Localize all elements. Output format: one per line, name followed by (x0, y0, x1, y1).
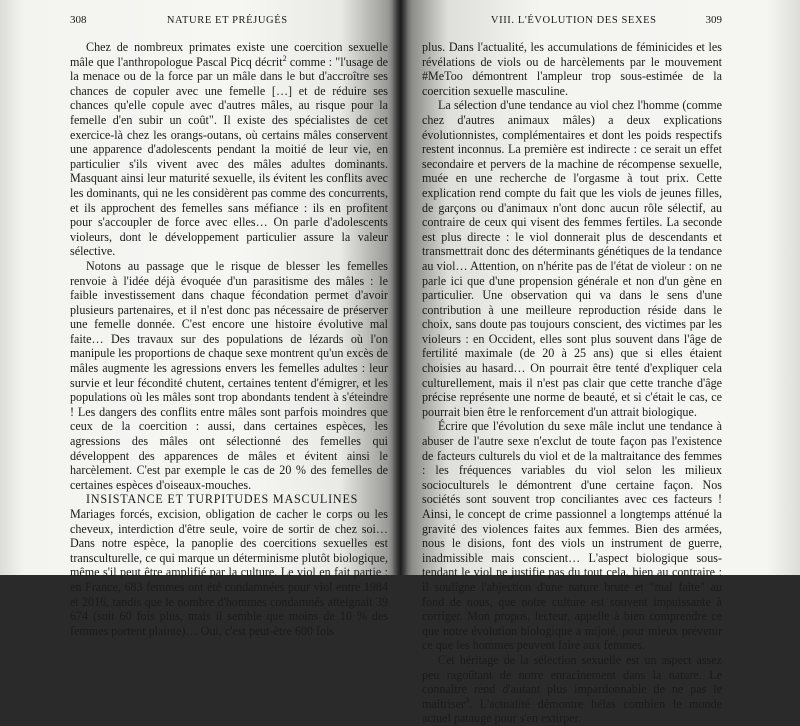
paragraph-text: Chez de nombreux primates existe une coercition sexuelle mâle que l'anthropologue Pascal Picq décrit (70, 40, 388, 69)
page-number-right: 309 (705, 14, 722, 26)
paragraph: La sélection d'une tendance au viol chez l'homme (comme chez d'autres animaux mâles) a deux explications évolutionnistes, complémentaires et dont les poids respectifs restent inconnus. La première est indirecte : ce serait un effet secondaire et pervers de la machine de récompense sexuelle, muée en une recherche de l'orgasme à tout prix. Cette explication rend compte du fait que les viols de jeunes filles, de garçons ou d'animaux n'ont donc aucun rôle sélectif, au contraire de ceux qui visent des femmes fertiles. La seconde est plus directe : le viol donnerait plus de descendants et transmettrait donc des déterminants génétiques de la tendance au viol… Attention, on n'hérite pas de l'état de violeur : on ne parle ici que d'une propension générale et non d'un gène en particulier. Une observation qui va dans le sens d'une contribution à une meilleure reproduction réside dans le choix, sans doute pas toujours conscient, des victimes par les violeurs : en Occident, elles sont plus souvent dans l'âge de fertilité maximale (de 20 à 25 ans) que si elles étaient choisies au hasard… On pourrait être tenté d'expliquer cela culturellement, mais il n'est pas clair que cette tranche d'âge précise représente une norme de beauté, et si c'était le cas, ce pourrait bien être le renforcement d'un attrait biologique. (422, 98, 722, 419)
paragraph: Notons au passage que le risque de blesser les femelles renvoie à l'idée déjà évoquée d'un parasitisme des mâles : le faible investissement dans chaque fécondation permet d'avoir plusieurs partenaires, et il n'est donc pas nécessaire de préserver une femelle donnée. C'est encore une histoire évolutive mal faite… Des travaux sur des populations de lézards où l'on manipule les proportions de chaque sexe montrent qu'un excès de mâles augmente les agressions envers les femelles adultes : leur survie et leur fécondité chutent, certaines tentent d'émigrer, et les populations où les mâles sont trop abondants tendent à s'éteindre ! Les dangers des conflits entre mâles sont parfois moindres que ceux de la coercition : aussi, dans certaines espèces, les agressions des mâles ont sélectionné des femelles qui développent des apparences de mâles et évitent ainsi le harcèlement. C'est par exemple le cas de 20 % des femelles de certaines espèces d'oiseaux-mouches. (70, 258, 388, 492)
right-page (400, 0, 800, 726)
running-head-left (70, 14, 388, 26)
section-heading: INSISTANCE ET TURPITUDES MASCULINES (86, 492, 359, 507)
running-head-title-right: VIII. L'ÉVOLUTION DES SEXES (490, 15, 657, 26)
paragraph: Mariages forcés, excision, obligation de cacher le corps ou les cheveux, interdiction d'être seule, voire de sortir de chez soi… Dans notre espèce, la panoplie des coercitions sexuelles est transculturelle, ce qui marque un déterminisme plutôt biologique, même s'il peut être amplifié par la culture. Le viol en fait partie : en France, 683 femmes ont été condamnées pour viol entre 1984 et 2016, tandis que le nombre d'hommes condamnés atteignait 39 674 (soit 60 fois plus, mais il semble que moins de 10 % des femmes portent plainte)… Oui, c'est peut-être 600 fois (70, 507, 388, 638)
paragraph-text: . L'actualité démontre hélas combien le monde actuel patauge pour s'en extirper. (422, 696, 722, 726)
paragraph (422, 653, 722, 726)
book-gutter (392, 0, 408, 575)
footnote-ref: 3 (464, 695, 469, 705)
paragraph: plus. Dans l'actualité, les accumulations de féminicides et les révélations de viols ou de harcèlements par le mouvement #MeToo démontrent l'ampleur trop sous-estimée de la coercition sexuelle masculine. (422, 40, 722, 98)
paragraph-text: comme : "l'usage de la menace ou de la force par un mâle dans le but d'accroître ses chances de copuler avec une femelle […] et de réduire ses chances qu'elle copule avec d'autres mâles, au risque pour la femelle d'en subir un coût". Il existe des spécialistes de cet exercice-là chez les orangs-outans, où certains mâles conservent une apparence d'adolescents pendant la moitié de leur vie, en particulier s'ils vivent avec des mâles adultes dominants. Masquant ainsi leur maturité sexuelle, ils évitent les conflits avec les dominants, qui ne les considèrent pas comme des concurrents, et ils approchent des femelles sans méfiance : ils en profitent pour s'accoupler de force avec elles… On parle d'adolescents violeurs, dont le développement particulier assure la valeur sélective. (70, 54, 388, 259)
footnote-ref: 2 (282, 53, 287, 63)
running-head-right (422, 14, 722, 26)
running-head-title-left: NATURE ET PRÉJUGÉS (166, 15, 288, 26)
paragraph (70, 40, 388, 259)
paragraph-text: Cet héritage de la sélection sexuelle est un aspect assez peu ragoûtant de notre enracinement dans la nature. Le connaître rend d'autant plus impardonnable de ne pas le maîtriser (422, 652, 722, 711)
right-page-text (422, 40, 722, 726)
left-page-text (70, 40, 388, 638)
left-page (0, 0, 400, 638)
page-number-left: 308 (70, 14, 87, 26)
paragraph: Écrire que l'évolution du sexe mâle inclut une tendance à abuser de l'autre sexe n'exclut de toute façon pas l'existence de facteurs culturels du viol et de la maltraitance des femmes : les fréquences variables du viol selon les milieux socioculturels le démontrent d'une certaine façon. Nos sociétés sont souvent trop conciliantes avec ces facteurs ! Ainsi, le concept de crime passionnel a longtemps atténué la gravité des violences faites aux femmes. Bien des armées, nous le disions, font des viols un instrument de guerre, inadmissible mais conscient… L'aspect biologique sous-tendant le viol ne justifie pas du tout cela, bien au contraire : il souligne l'abjection d'une nature brute et "mal faite" au fond de nous, que notre culture est souvent impuissante à corriger. Mon propos, lecteur, appelle à bien comprendre ce que notre évolution biologique a mijoté, pour mieux prévenir ce que les hommes peuvent faire aux femmes. (422, 419, 722, 653)
